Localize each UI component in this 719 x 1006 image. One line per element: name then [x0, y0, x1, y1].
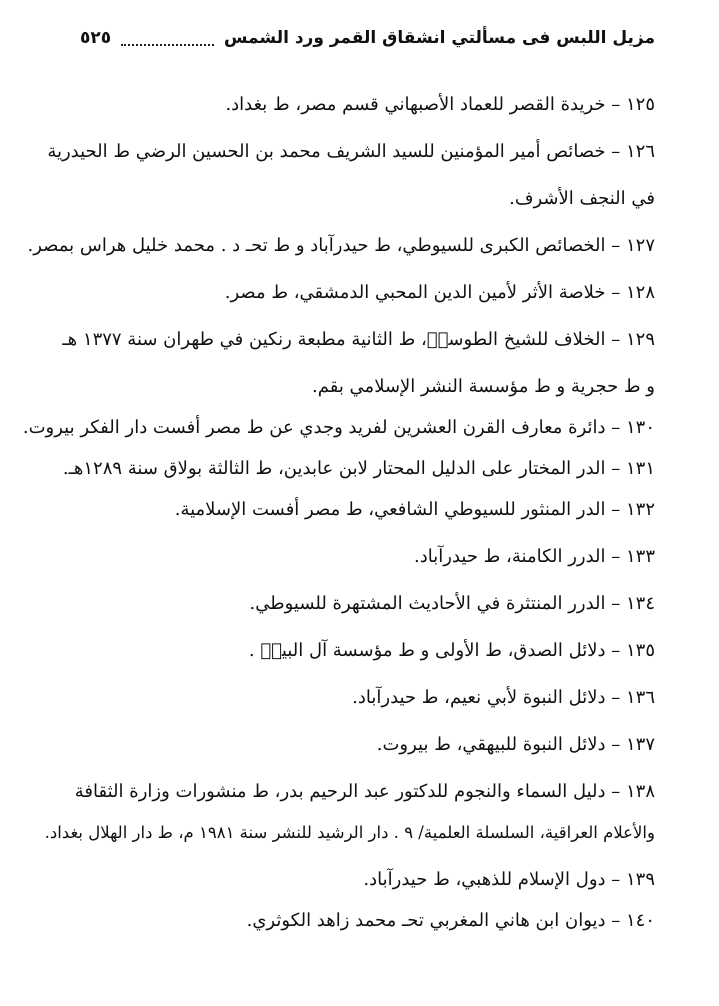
bibliography-entry: ١٢٦ – خصائص أمير المؤمنين للسيد الشريف محمد بن الحسين الرضي ط الحيدرية [47, 141, 655, 162]
bibliography-entry: ١٢٧ – الخصائص الكبرى للسيوطي، ط حيدرآباد و ط تحـ د . محمد خليل هراس بمصر. [27, 235, 655, 256]
bibliography-entry: ١٣٠ – دائرة معارف القرن العشرين لفريد وجدي عن ط مصر أفست دار الفكر بيروت. [22, 417, 655, 438]
bibliography-entry: ١٣٧ – دلائل النبوة للبيهقي، ط بيروت. [376, 734, 655, 755]
bibliography-list [22, 84, 655, 947]
bibliography-entry: ١٢٩ – الخلاف للشيخ الطوسيؒ، ط الثانية مطبعة رنكين في طهران سنة ١٣٧٧ هـ [62, 329, 655, 350]
bibliography-entry: ١٣١ – الدر المختار على الدليل المحتار لابن عابدين، ط الثالثة بولاق سنة ١٢٨٩هـ. [62, 458, 655, 479]
bibliography-entry: ١٢٨ – خلاصة الأثر لأمين الدين المحبي الدمشقي، ط مصر. [224, 282, 655, 303]
bibliography-entry: ١٣٢ – الدر المنثور للسيوطي الشافعي، ط مصر أفست الإسلامية. [174, 499, 655, 520]
bibliography-entry-continuation: في النجف الأشرف. [509, 188, 655, 209]
bibliography-entry: ١٢٥ – خريدة القصر للعماد الأصبهاني قسم مصر، ط بغداد. [225, 94, 655, 115]
bibliography-entry: ١٣٣ – الدرر الكامنة، ط حيدرآباد. [414, 546, 655, 567]
bibliography-entry: ١٣٤ – الدرر المنتثرة في الأحاديث المشتهرة للسيوطي. [249, 593, 655, 614]
bibliography-entry: ١٣٥ – دلائل الصدق، ط الأولى و ط مؤسسة آل البيتؑ . [248, 640, 655, 661]
bibliography-entry: ١٣٩ – دول الإسلام للذهبي، ط حيدرآباد. [363, 869, 655, 890]
bibliography-entry-continuation: والأعلام العراقية، السلسلة العلمية/ ٩ . دار الرشيد للنشر سنة ١٩٨١ م، ط دار الهلال بغداد. [44, 823, 655, 842]
page-number: ٥٢٥ [80, 28, 112, 48]
bibliography-entry: ١٤٠ – ديوان ابن هاني المغربي تحـ محمد زاهد الكوثري. [246, 910, 655, 931]
bibliography-entry: ١٣٦ – دلائل النبوة لأبي نعيم، ط حيدرآباد. [352, 687, 655, 708]
bibliography-entry: ١٣٨ – دليل السماء والنجوم للدكتور عبد الرحيم بدر، ط منشورات وزارة الثقافة [74, 781, 655, 802]
page-header [80, 28, 655, 62]
running-title: مزيل اللبس فى مسألتي انشقاق القمر ورد الشمس [223, 28, 655, 48]
header-leader-dots [121, 44, 214, 46]
bibliography-entry-continuation: و ط حجرية و ط مؤسسة النشر الإسلامي بقم. [312, 376, 655, 397]
